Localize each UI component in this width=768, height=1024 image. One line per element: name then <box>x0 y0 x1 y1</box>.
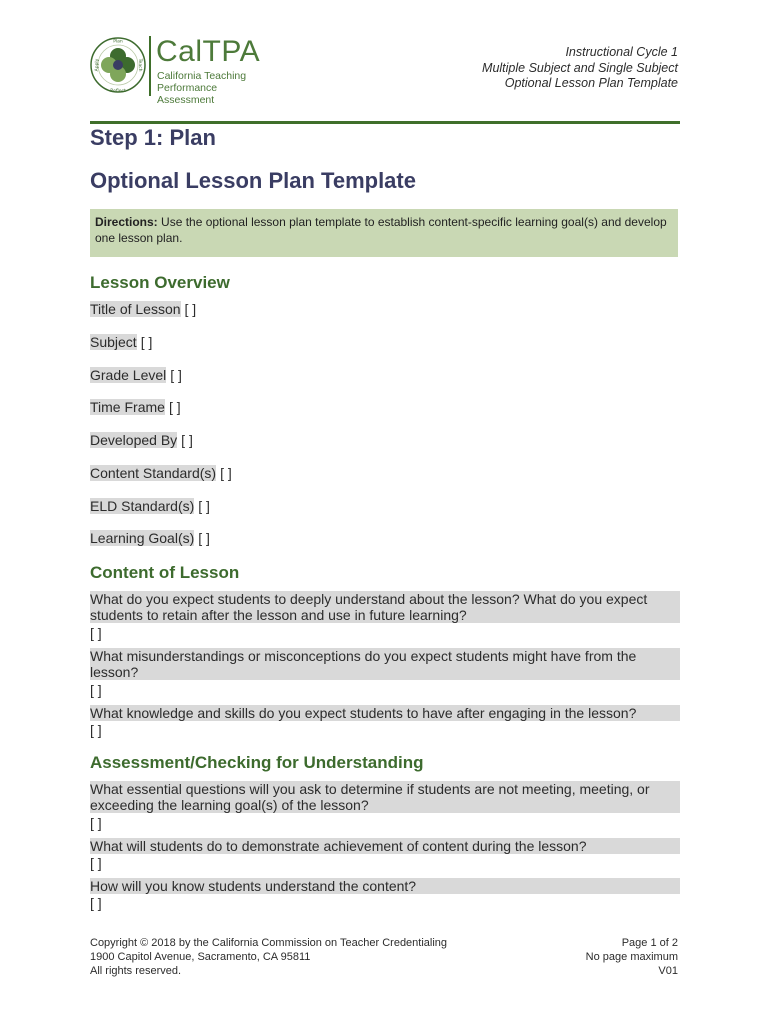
question-line: What do you expect students to deeply understand about the lesson? What do you expect <box>90 591 648 607</box>
field-developed-by[interactable] <box>90 431 193 449</box>
caltpa-logo <box>90 34 272 106</box>
question-line: How will you know students understand the content? <box>90 878 417 894</box>
answer-essential-questions[interactable]: [ ] <box>90 815 102 831</box>
directions-text: Use the optional lesson plan template to establish content-specific learning goal(s) and develop one lesson plan. <box>95 215 667 245</box>
field-value[interactable]: [ ] <box>198 498 210 514</box>
footer-page-info <box>586 936 678 978</box>
field-value[interactable]: [ ] <box>220 465 232 481</box>
field-value[interactable]: [ ] <box>181 432 193 448</box>
page-header <box>90 32 678 106</box>
question-misconceptions <box>90 648 680 680</box>
svg-text:Plan: Plan <box>113 39 123 45</box>
field-label: Developed By <box>90 432 178 448</box>
question-line: exceeding the learning goal(s) of the lesson? <box>90 797 369 813</box>
field-label: Grade Level <box>90 367 167 383</box>
field-time-frame[interactable] <box>90 398 181 416</box>
footer-line: Copyright © 2018 by the California Commission on Teacher Credentialing <box>90 937 448 949</box>
field-label: Time Frame <box>90 399 165 415</box>
directions-box <box>90 209 678 257</box>
field-value[interactable]: [ ] <box>198 530 210 546</box>
logo-subtitle-line2: Performance Assessment <box>157 82 218 106</box>
field-learning-goals[interactable] <box>90 529 210 547</box>
field-label: Title of Lesson <box>90 301 181 317</box>
field-label: Subject <box>90 334 137 350</box>
field-value[interactable]: [ ] <box>170 367 182 383</box>
question-line: lesson? <box>90 664 139 680</box>
field-label: Learning Goal(s) <box>90 530 195 546</box>
page-maximum: No page maximum <box>585 951 678 963</box>
logo-name: CalTPA <box>156 35 261 68</box>
question-line: What knowledge and skills do you expect students to have after engaging in the lesson? <box>90 705 637 721</box>
field-value[interactable]: [ ] <box>140 334 153 350</box>
question-essential-questions <box>90 781 680 813</box>
field-grade-level[interactable] <box>90 366 182 384</box>
footer-line: 1900 Capitol Avenue, Sacramento, CA 95811 <box>90 951 311 963</box>
answer-understand-content[interactable]: [ ] <box>90 895 102 911</box>
header-line-2: Multiple Subject and Single Subject <box>482 60 678 75</box>
footer-copyright <box>90 936 447 978</box>
question-deep-understanding <box>90 591 680 623</box>
document-title: Optional Lesson Plan Template <box>90 168 416 193</box>
step-title: Step 1: Plan <box>90 125 216 150</box>
question-line: What misunderstandings or misconceptions do you expect students might have from the <box>90 648 637 664</box>
field-content-standards[interactable] <box>90 464 232 482</box>
header-line-1: Instructional Cycle 1 <box>565 45 678 59</box>
answer-demonstrate-achievement[interactable]: [ ] <box>90 855 102 871</box>
page-number: Page 1 of 2 <box>621 937 678 949</box>
header-cycle-info <box>482 45 678 92</box>
svg-text:Reflect: Reflect <box>110 89 126 94</box>
header-line-3: Optional Lesson Plan Template <box>504 76 678 90</box>
question-demonstrate-achievement <box>90 838 680 854</box>
footer-line: All rights reserved. <box>90 965 182 977</box>
field-subject[interactable] <box>90 333 152 351</box>
answer-misconceptions[interactable]: [ ] <box>90 682 102 698</box>
answer-deep-understanding[interactable]: [ ] <box>90 625 102 641</box>
svg-text:Apply: Apply <box>95 58 100 72</box>
section-heading-lesson-overview: Lesson Overview <box>90 273 230 292</box>
field-value[interactable]: [ ] <box>184 301 197 317</box>
field-value[interactable]: [ ] <box>168 399 181 415</box>
answer-knowledge-skills[interactable]: [ ] <box>90 722 102 738</box>
version-label: V01 <box>658 965 678 977</box>
field-label: Content Standard(s) <box>90 465 217 481</box>
question-line: students to retain after the lesson and use in future learning? <box>90 607 467 623</box>
section-heading-content-of-lesson: Content of Lesson <box>90 563 240 582</box>
question-line: What will students do to demonstrate achievement of content during the lesson? <box>90 838 587 854</box>
logo-subtitle <box>157 70 272 106</box>
section-heading-assessment: Assessment/Checking for Understanding <box>90 753 424 772</box>
svg-text:Teach: Teach <box>137 58 142 72</box>
directions-label: Directions: <box>95 215 158 229</box>
caltpa-seal-icon <box>90 34 146 96</box>
field-eld-standards[interactable] <box>90 497 210 515</box>
question-understand-content <box>90 878 680 894</box>
question-knowledge-skills <box>90 705 680 721</box>
logo-subtitle-line1: California Teaching <box>157 70 247 82</box>
field-label: ELD Standard(s) <box>90 498 195 514</box>
logo-divider <box>149 36 151 96</box>
field-title-of-lesson[interactable] <box>90 300 196 318</box>
question-line: What essential questions will you ask to determine if students are not meeting, meeting, or <box>90 781 650 797</box>
